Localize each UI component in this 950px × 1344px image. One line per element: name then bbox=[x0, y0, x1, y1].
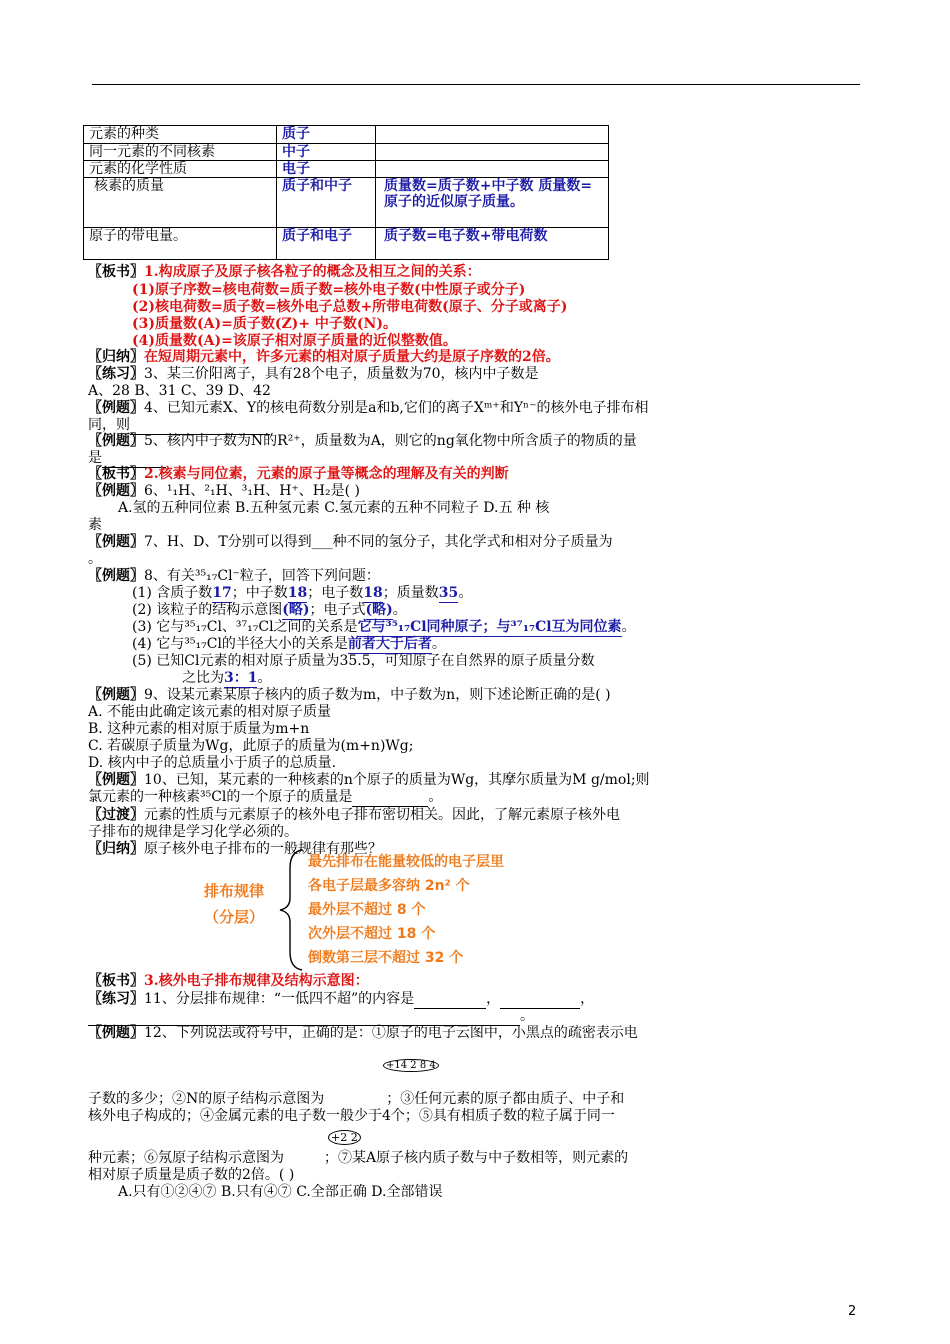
table-cell: 质子和中子 bbox=[277, 178, 376, 228]
example-4: 〖例题〗4、已知元素X、Y的核电荷数分别是a和b,它们的离子Xᵐ⁺和Yⁿ⁻的核外电子排布相 bbox=[88, 400, 649, 416]
options: A.只有①②④⑦ B.只有④⑦ C.全部正确 D.全部错误 bbox=[118, 1184, 443, 1200]
example-12-line2: 子数的多少；②N的原子结构示意图为 ；③任何元素的原子都由质子、中子和 bbox=[88, 1091, 625, 1107]
example-8-q5-cont: 之比为3：1。 bbox=[182, 670, 272, 686]
example-4-cont: 同，则 bbox=[88, 416, 270, 435]
board-note-3: 〖板书〗3.核外电子排布规律及结构示意图： bbox=[88, 973, 369, 989]
table-cell: 质量数=质子数+中子数 质量数=原子的近似原子质量。 bbox=[376, 178, 609, 228]
options-cont: 素 bbox=[88, 517, 102, 533]
page-number: 2 bbox=[848, 1304, 857, 1319]
option-a: A. 不能由此确定该元素的相对原子质量 bbox=[88, 704, 332, 720]
example-5-cont: 是 bbox=[88, 449, 166, 468]
example-6: 〖例题〗6、¹₁H、²₁H、³₁H、H⁺、H₂是( ) bbox=[88, 483, 361, 499]
example-10: 〖例题〗10、已知，某元素的一种核素的n个原子的质量为Wg，其摩尔质量为M g/mol;则 bbox=[88, 772, 650, 788]
table-cell: 元素的化学性质 bbox=[84, 161, 277, 178]
example-5: 〖例题〗5、核内中子数为N的R²⁺，质量数为A，则它的ng氧化物中所含质子的物质的量 bbox=[88, 433, 637, 449]
table-row bbox=[84, 178, 609, 228]
example-8-q4: (4) 它与³⁵₁₇Cl的半径大小的关系是前者大于后者。 bbox=[132, 636, 446, 652]
formula-line: (4)质量数(A)=该原子相对原子质量的近似整数值。 bbox=[132, 333, 457, 349]
exercise-11: 〖练习〗11、分层排布规律：“一低四不超”的内容是 ， ， bbox=[88, 991, 595, 1007]
table-cell: 电子 bbox=[277, 161, 376, 178]
header-rule bbox=[92, 84, 860, 85]
properties-table bbox=[83, 125, 609, 260]
example-7: 〖例题〗7、H、D、T分别可以得到___种不同的氢分子，其化学式和相对分子质量为 bbox=[88, 534, 613, 550]
options: A、28 B、31 C、39 D、42 bbox=[88, 383, 271, 399]
example-12: 〖例题〗12、下列说法或符号中，正确的是：①原子的电子云图中，小黑点的疏密表示电 bbox=[88, 1025, 638, 1041]
list-item: 次外层不超过 18 个 bbox=[308, 926, 436, 942]
rules-heading: 排布规律 （分层） bbox=[204, 882, 265, 926]
table-cell bbox=[376, 161, 609, 178]
list-item: 最先排布在能量较低的电子层里 bbox=[308, 854, 504, 870]
table-cell: 原子的带电量。 bbox=[84, 228, 277, 260]
transition-cont: 子排布的规律是学习化学必须的。 bbox=[88, 824, 298, 840]
example-8-q3: (3) 它与³⁵₁₇Cl、³⁷₁₇Cl之间的关系是它与³⁵₁₇Cl同种原子；与³⁷₁₇Cl互为同位素。 bbox=[132, 619, 636, 635]
list-item: 倒数第三层不超过 32 个 bbox=[308, 950, 464, 966]
example-8-q1: (1) 含质子数17；中子数18；电子数18；质量数35。 bbox=[132, 585, 473, 601]
brace-icon bbox=[278, 848, 308, 972]
option-b: B. 这种元素的相对原于质量为m+n bbox=[88, 721, 310, 737]
example-12-line3: 核外电子构成的；④金属元素的电子数一般少于4个；⑤具有相质子数的粒子属于同一 bbox=[88, 1108, 615, 1124]
exercise-11-cont: 。 bbox=[88, 1007, 534, 1026]
formula-line: (2)核电荷数=质子数=核外电子总数+所带电荷数(原子、分子或离子) bbox=[132, 299, 568, 315]
exercise-3: 〖练习〗3、某三价阳离子，具有28个电子，质量数为70，核内中子数是 bbox=[88, 366, 539, 382]
table-cell: 中子 bbox=[277, 144, 376, 161]
example-9: 〖例题〗9、设某元素某原子核内的质子数为m，中子数为n，则下述论断正确的是( ) bbox=[88, 687, 611, 703]
option-d: D. 核内中子的总质量小于质子的总质量. bbox=[88, 755, 337, 771]
example-10-cont: 氯元素的一种核素³⁵Cl的一个原子的质量是 。 bbox=[88, 789, 443, 805]
table-cell: 质子数=电子数+带电荷数 bbox=[376, 228, 609, 260]
table-row bbox=[84, 228, 609, 260]
transition: 〖过渡〗元素的性质与元素原子的核外电子排布密切相关。因此，了解元素原子核外电 bbox=[88, 807, 620, 823]
table-row bbox=[84, 126, 609, 144]
table-cell: 同一元素的不同核素 bbox=[84, 144, 277, 161]
example-8-q2: (2) 该粒子的结构示意图(略)；电子式(略)。 bbox=[132, 602, 407, 618]
ne-atom-diagram: +2 2 bbox=[328, 1130, 361, 1145]
table-cell: 元素的种类 bbox=[84, 126, 277, 144]
options: A.氢的五种同位素 B.五种氢元素 C.氢元素的五种不同粒子 D.五 种 核 bbox=[118, 500, 550, 516]
example-8-q5: (5) 已知Cl元素的相对原子质量为35.5，可知原子在自然界的原子质量分数 bbox=[132, 653, 595, 669]
summary-2: 〖归纳〗原子核外电子排布的一般规律有那些？ bbox=[88, 841, 382, 857]
table-row bbox=[84, 144, 609, 161]
table-cell: 质子 bbox=[277, 126, 376, 144]
table-row bbox=[84, 161, 609, 178]
example-12-line5: 相对原子质量是质子数的2倍。( ) bbox=[88, 1167, 295, 1183]
option-c: C. 若碳原子质量为Wg，此原子的质量为(m+n)Wg; bbox=[88, 738, 414, 754]
list-item: 各电子层最多容纳 2n² 个 bbox=[308, 878, 470, 894]
example-7-cont: 。 bbox=[88, 551, 102, 567]
table-cell: 质子和电子 bbox=[277, 228, 376, 260]
example-12-line4: 种元素；⑥氖原子结构示意图为 ；⑦某A原子核内质子数与中子数相等，则元素的 bbox=[88, 1150, 629, 1166]
example-8: 〖例题〗8、有关³⁵₁₇Cl⁻粒子，回答下列问题： bbox=[88, 568, 380, 584]
table-cell bbox=[376, 144, 609, 161]
list-item: 最外层不超过 8 个 bbox=[308, 902, 426, 918]
summary-1: 〖归纳〗在短周期元素中，许多元素的相对原子质量大约是原子序数的2倍。 bbox=[88, 349, 560, 365]
board-note-2: 〖板书〗2.核素与同位素，元素的原子量等概念的理解及有关的判断 bbox=[88, 466, 509, 482]
board-note-1: 〖板书〗1.构成原子及原子核各粒子的概念及相互之间的关系： bbox=[88, 264, 481, 280]
electron-rules-diagram bbox=[190, 848, 570, 970]
rules-list bbox=[308, 850, 504, 970]
formula-line: (1)原子序数=核电荷数=质子数=核外电子数(中性原子或分子) bbox=[132, 282, 526, 298]
table-cell bbox=[376, 126, 609, 144]
formula-line: (3)质量数(A)=质子数(Z)+ 中子数(N)。 bbox=[132, 316, 397, 332]
n-atom-diagram: +14 2 8 4 bbox=[383, 1059, 439, 1072]
table-cell: 核素的质量 bbox=[84, 178, 277, 228]
